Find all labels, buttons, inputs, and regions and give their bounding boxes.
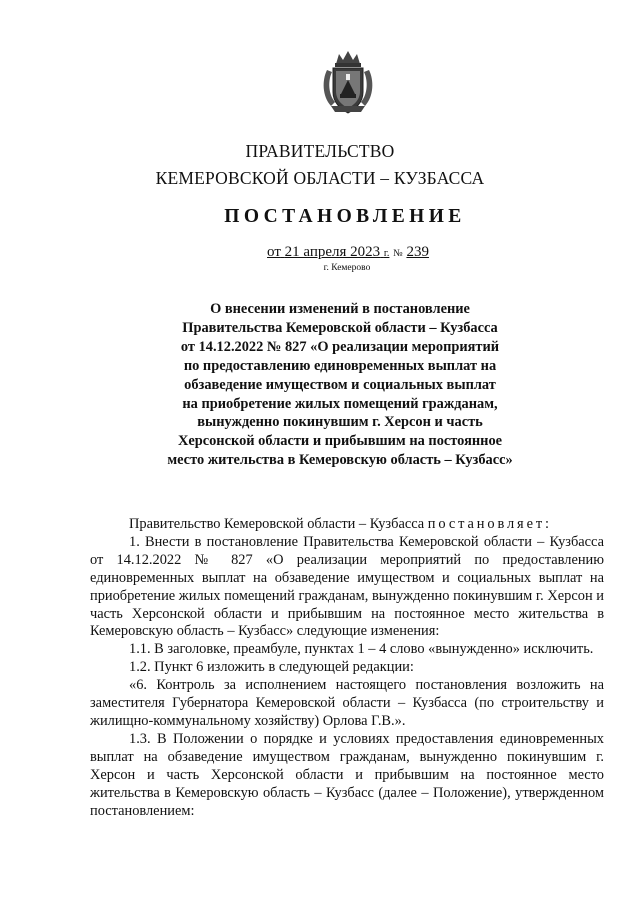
preamble-paragraph bbox=[90, 516, 604, 534]
heading-line: место жительства в Кемеровскую область – Кузбасс» bbox=[167, 452, 513, 469]
heading-line: на приобретение жилых помещений гражданам, bbox=[182, 395, 498, 412]
heading-line: обзаведение имуществом и социальных выплат bbox=[184, 376, 496, 393]
government-line-2: КЕМЕРОВСКОЙ ОБЛАСТИ – КУЗБАССА bbox=[155, 168, 485, 188]
heading-line: по предоставлению единовременных выплат на bbox=[183, 357, 497, 374]
document-type-title: ПОСТАНОВЛЕНИЕ bbox=[224, 206, 466, 227]
date-number-line bbox=[0, 244, 640, 261]
year-suffix: г. bbox=[383, 248, 390, 259]
heading-line: Херсонской области и прибывшим на постоянное bbox=[177, 433, 503, 450]
paragraph-6-new-text: «6. Контроль за исполнением настоящего постановления возложить на заместителя Губернатора Кемеровской области – Кузбасса (по строительству и жилищно-коммунальному хозяйству) Орлова Г.В.». bbox=[90, 677, 604, 729]
heading-line: О внесении изменений в постановление bbox=[210, 301, 470, 317]
heading-line: вынужденно покинувшим г. Херсон и часть bbox=[197, 414, 483, 431]
government-line-1: ПРАВИТЕЛЬСТВО bbox=[245, 141, 395, 161]
kemerovo-coat-of-arms-icon bbox=[321, 50, 375, 116]
paragraph-1-2: 1.2. Пункт 6 изложить в следующей редакции: bbox=[129, 659, 414, 676]
heading-line: от 14.12.2022 № 827 «О реализации мероприятий bbox=[180, 338, 500, 355]
date-value: 21 апреля 2023 bbox=[284, 244, 381, 260]
heading-line: Правительства Кемеровской области – Кузбасса bbox=[182, 319, 498, 336]
city-label: г. Кемерово bbox=[323, 263, 371, 273]
resolve-verb: постановляет: bbox=[427, 516, 552, 532]
paragraph-1-3: 1.3. В Положении о порядке и условиях предоставления единовременных выплат на обзаведение имуществом гражданам, вынужденно покинувшим г. Херсон и часть Херсонской области и прибывшим на постоянное место жительства в Кемеровскую область – Кузбасс (далее – Положение), утвержденном постановлением: bbox=[90, 730, 604, 819]
paragraph-1: 1. Внести в постановление Правительства Кемеровской области – Кузбасса от 14.12.2022 № 827 «О реализации мероприятий по предоставлению единовременных выплат на обзаведение имуществом и социальных выплат на приобретение жилых помещений гражданам, вынужденно покинувшим г. Херсон и часть Херсонской области и прибывшим на постоянное место жительства в Кемеровскую область – Кузбасс» следующие изменения: bbox=[90, 533, 604, 640]
document-heading bbox=[150, 300, 530, 470]
preamble-text: Правительство Кемеровской области – Кузбасса bbox=[129, 516, 425, 532]
number-sign: № bbox=[393, 248, 403, 259]
paragraph-1-1: 1.1. В заголовке, преамбуле, пунктах 1 – 4 слово «вынужденно» исключить. bbox=[129, 641, 594, 658]
date-prefix: от bbox=[267, 244, 281, 260]
document-number: 239 bbox=[406, 244, 429, 260]
document-body bbox=[90, 516, 604, 820]
